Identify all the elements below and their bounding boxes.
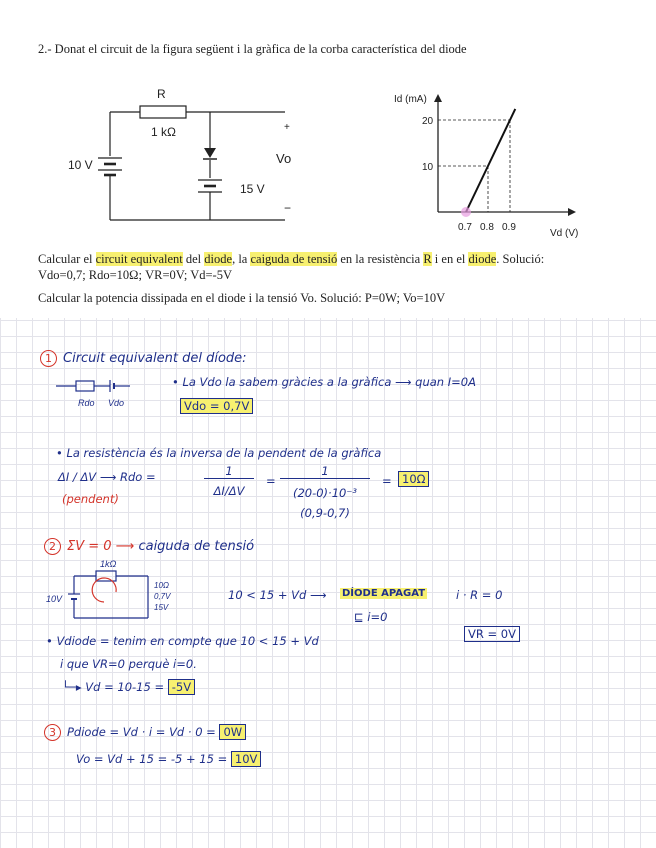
problem-title: 2.- Donat el circuit de la figura següent i la gràfica de la corba característica del diode xyxy=(38,42,467,56)
x-tick-label: 0.7 xyxy=(458,222,472,233)
vdiode-expression: Vd = 10-15 = xyxy=(85,680,165,694)
power-result-box: 0W xyxy=(219,724,246,740)
kvl-value-2: 0,7V xyxy=(154,592,171,601)
source-right-label: 15 V xyxy=(240,182,265,196)
x-axis-label: Vd (V) xyxy=(550,228,579,239)
x-tick-label: 0.9 xyxy=(502,222,516,233)
kvl-value-1: 10Ω xyxy=(154,581,169,590)
kvl-r-label: 1kΩ xyxy=(100,559,117,569)
statement-line1 xyxy=(38,252,544,267)
source-left-label: 10 V xyxy=(68,158,93,172)
circuit-diagram xyxy=(60,80,310,230)
y-tick-label: 20 xyxy=(422,116,434,127)
slope-expression: ΔI / ΔV ⟶ Rdo = xyxy=(58,470,156,484)
diode-iv-graph xyxy=(390,86,590,246)
diode-off-label: DÍODE APAGAT xyxy=(342,588,426,599)
plus-sign: + xyxy=(284,122,290,133)
fraction2-denominator-bottom: (0,9-0,7) xyxy=(300,506,350,520)
fraction2-numerator: 1 xyxy=(280,464,370,479)
section1-note: • La Vdo la sabem gràcies a la gràfica ⟶ quan I=0A xyxy=(172,375,476,389)
kvl-value-3: 15V xyxy=(154,603,169,612)
statement-part: . Solució: xyxy=(496,252,545,266)
vdiode-note-2: i que VR=0 perquè i=0. xyxy=(60,657,197,671)
highlight-diode: diode xyxy=(204,252,233,266)
power-expression: Pdiode = Vd · i = Vd · 0 = xyxy=(67,725,216,739)
section2-title: ΣV = 0 ⟶ xyxy=(67,539,135,554)
vd-result-box: -5V xyxy=(168,679,195,695)
fraction1-denominator: ΔI/ΔV xyxy=(213,484,245,498)
section2-number: 2 xyxy=(44,538,61,555)
rdo-label: Rdo xyxy=(78,398,95,408)
fraction2-denominator-top: (20-0)·10⁻³ xyxy=(292,486,358,500)
statement-part: i en el xyxy=(431,252,469,266)
highlight-r: R xyxy=(423,252,432,266)
vdo-label: Vdo xyxy=(108,398,125,408)
vr-expression: i · R = 0 xyxy=(456,588,503,602)
statement-solution1: Vdo=0,7; Rdo=10Ω; VR=0V; Vd=-5V xyxy=(38,268,232,282)
inequality-expression: 10 < 15 + Vd ⟶ xyxy=(228,588,327,602)
section1-number: 1 xyxy=(40,350,57,367)
iv-curve-line xyxy=(466,109,515,212)
y-tick-label: 10 xyxy=(422,162,434,173)
r-label: R xyxy=(157,87,166,101)
section1-title: Circuit equivalent del díode: xyxy=(63,351,247,366)
vdiode-note: • Vdiode = tenim en compte que 10 < 15 + Vd xyxy=(46,634,319,648)
statement-line2: Calcular la potencia dissipada en el diode i la tensió Vo. Solució: P=0W; Vo=10V xyxy=(38,291,446,305)
knee-point-marker xyxy=(461,207,471,217)
highlight-circuit-equivalent: circuit equivalent xyxy=(95,252,183,266)
equivalent-circuit-sketch xyxy=(54,376,144,410)
vdiode-result: └─▸ Vd = 10-15 = -5V xyxy=(62,680,195,694)
vr-result-box: VR = 0V xyxy=(464,626,520,642)
section3-line2 xyxy=(76,752,261,766)
kvl-circuit-sketch xyxy=(44,556,194,622)
section2-heading xyxy=(44,538,254,555)
current-zero: ⊑ i=0 xyxy=(354,610,388,624)
current-zero-text: i=0 xyxy=(367,610,388,624)
equals-sign-2: = xyxy=(382,474,392,488)
statement-part: Calcular el xyxy=(38,252,96,266)
section1-heading xyxy=(40,350,247,367)
equals-sign: = xyxy=(266,474,276,488)
pendent-label: (pendent) xyxy=(62,492,119,506)
y-axis-label: Id (mA) xyxy=(394,94,427,105)
highlight-diode-2: diode xyxy=(468,252,497,266)
section3-line1 xyxy=(44,724,246,741)
vo-result-box: 10V xyxy=(231,751,262,767)
statement-part: , la xyxy=(232,252,251,266)
problem-sheet xyxy=(0,0,656,318)
y-axis-arrow xyxy=(434,94,442,102)
highlight-caiguda: caiguda de tensió xyxy=(250,252,338,266)
vdo-result-box: Vdo = 0,7V xyxy=(180,398,253,414)
vo-label: Vo xyxy=(276,151,292,166)
statement-part: del xyxy=(182,252,205,266)
fraction1-numerator: 1 xyxy=(204,464,254,479)
section2-note: • La resistència és la inversa de la pendent de la gràfica xyxy=(56,446,382,460)
rdo-result-box: 10Ω xyxy=(398,471,429,487)
section3-number: 3 xyxy=(44,724,61,741)
kvl-source-label: 10V xyxy=(46,594,63,604)
minus-sign: − xyxy=(284,201,292,215)
vo-expression: Vo = Vd + 15 = -5 + 15 = xyxy=(76,752,228,766)
r-value: 1 kΩ xyxy=(151,125,176,139)
section2-subtitle: caiguda de tensió xyxy=(138,539,255,554)
x-tick-label: 0.8 xyxy=(480,222,494,233)
x-axis-arrow xyxy=(568,208,576,216)
statement-part: en la resistència xyxy=(337,252,424,266)
